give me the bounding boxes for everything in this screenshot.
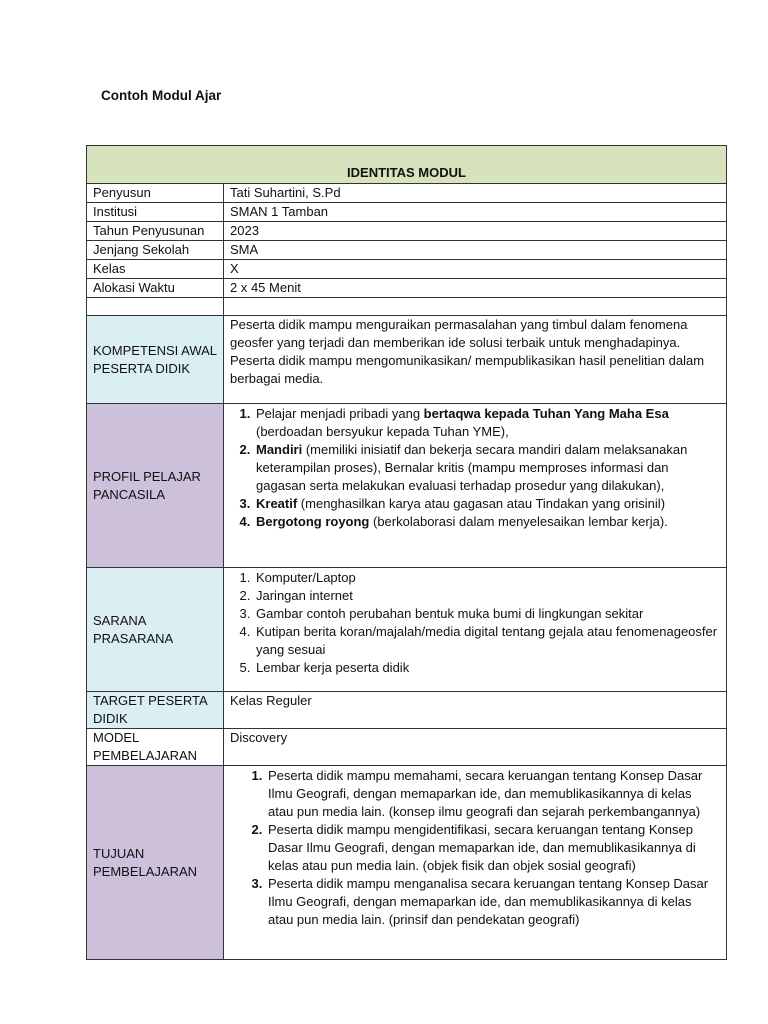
row-value: Tati Suhartini, S.Pd — [224, 184, 727, 203]
empty-cell — [87, 298, 224, 316]
tujuan-list — [230, 767, 720, 929]
sarana-content — [224, 568, 727, 692]
item-bold: Bergotong royong — [256, 514, 370, 529]
table-row — [87, 203, 727, 222]
row-value: SMA — [224, 241, 727, 260]
list-item: 1. Komputer/Laptop — [254, 569, 720, 587]
empty-row — [87, 298, 727, 316]
kompetensi-label: KOMPETENSI AWAL PESERTA DIDIK — [87, 316, 224, 404]
model-label: MODEL PEMBELAJARAN — [87, 729, 224, 766]
item-text: (menghasilkan karya atau gagasan atau Tindakan yang orisinil) — [297, 496, 666, 511]
row-label: Institusi — [87, 203, 224, 222]
table-row — [87, 260, 727, 279]
list-item: 5. Lembar kerja peserta didik — [254, 659, 720, 677]
model-row — [87, 729, 727, 766]
profil-list — [230, 405, 720, 531]
row-label: Penyusun — [87, 184, 224, 203]
list-item — [254, 405, 720, 441]
profil-label: PROFIL PELAJAR PANCASILA — [87, 404, 224, 568]
header-row — [87, 146, 727, 184]
target-label: TARGET PESERTA DIDIK — [87, 692, 224, 729]
item-text: (berdoadan bersyukur kepada Tuhan YME), — [256, 424, 509, 439]
table-row — [87, 279, 727, 298]
profil-row — [87, 404, 727, 568]
target-value: Kelas Reguler — [224, 692, 727, 729]
item-bold: Mandiri — [256, 442, 303, 457]
row-value: X — [224, 260, 727, 279]
target-row — [87, 692, 727, 729]
row-label: Kelas — [87, 260, 224, 279]
sarana-label: SARANA PRASARANA — [87, 568, 224, 692]
table-header: IDENTITAS MODUL — [87, 146, 727, 184]
empty-cell — [224, 298, 727, 316]
document-title: Contoh Modul Ajar — [101, 88, 222, 103]
list-item — [254, 441, 720, 495]
list-item: 3. Peserta didik mampu menganalisa secara keruangan tentang Konsep Dasar Ilmu Geografi, dengan memaparkan ide, dan memublikasikannya di kelas atau pun media lain. (prinsif dan pendekatan geografi) — [266, 875, 720, 929]
tujuan-content — [224, 766, 727, 960]
list-item — [254, 513, 720, 531]
table-row — [87, 184, 727, 203]
tujuan-row — [87, 766, 727, 960]
row-value: SMAN 1 Tamban — [224, 203, 727, 222]
item-bold: Kreatif — [256, 496, 298, 511]
row-label: Tahun Penyusunan — [87, 222, 224, 241]
list-item: 1. Peserta didik mampu memahami, secara keruangan tentang Konsep Dasar Ilmu Geografi, dengan memaparkan ide, dan memublikasikannya di kelas atau pun media lain. (konsep ilmu geografi dan sejarah perkembangannya) — [266, 767, 720, 821]
list-item — [254, 495, 720, 513]
sarana-list — [230, 569, 720, 677]
item-text: (memiliki inisiatif dan bekerja secara mandiri dalam melaksanakan keterampilan proses), Bernalar kritis (mampu memproses informasi dan gagasan serta melakukan evaluasi terhadap prosedur yang dilakukan), — [256, 442, 688, 493]
profil-content — [224, 404, 727, 568]
model-value: Discovery — [224, 729, 727, 766]
list-item: 2. Jaringan internet — [254, 587, 720, 605]
row-value: 2 x 45 Menit — [224, 279, 727, 298]
list-item: 4. Kutipan berita koran/majalah/media digital tentang gejala atau fenomenageosfer yang sesuai — [254, 623, 720, 659]
table-row — [87, 241, 727, 260]
kompetensi-row — [87, 316, 727, 404]
list-item: 3. Gambar contoh perubahan bentuk muka bumi di lingkungan sekitar — [254, 605, 720, 623]
item-text: Pelajar menjadi pribadi yang — [256, 406, 424, 421]
table-row — [87, 222, 727, 241]
tujuan-label: TUJUAN PEMBELAJARAN — [87, 766, 224, 960]
kompetensi-text: Peserta didik mampu menguraikan permasalahan yang timbul dalam fenomena geosfer yang terjadi dan memberikan ide solusi terbaik untuk menghadapinya. Peserta didik mampu mengomunikasikan/ mempublikasikan hasil penelitian dalam berbagai media. — [224, 316, 727, 404]
identity-table — [86, 145, 727, 960]
row-label: Jenjang Sekolah — [87, 241, 224, 260]
sarana-row — [87, 568, 727, 692]
list-item: 2. Peserta didik mampu mengidentifikasi, secara keruangan tentang Konsep Dasar Ilmu Geografi, dengan memaparkan ide, dan memublikasikannya di kelas atau pun media lain. (objek fisik dan objek sosial geografi) — [266, 821, 720, 875]
item-bold: bertaqwa kepada Tuhan Yang Maha Esa — [423, 406, 669, 421]
row-value: 2023 — [224, 222, 727, 241]
item-text: (berkolaborasi dalam menyelesaikan lembar kerja). — [369, 514, 668, 529]
row-label: Alokasi Waktu — [87, 279, 224, 298]
